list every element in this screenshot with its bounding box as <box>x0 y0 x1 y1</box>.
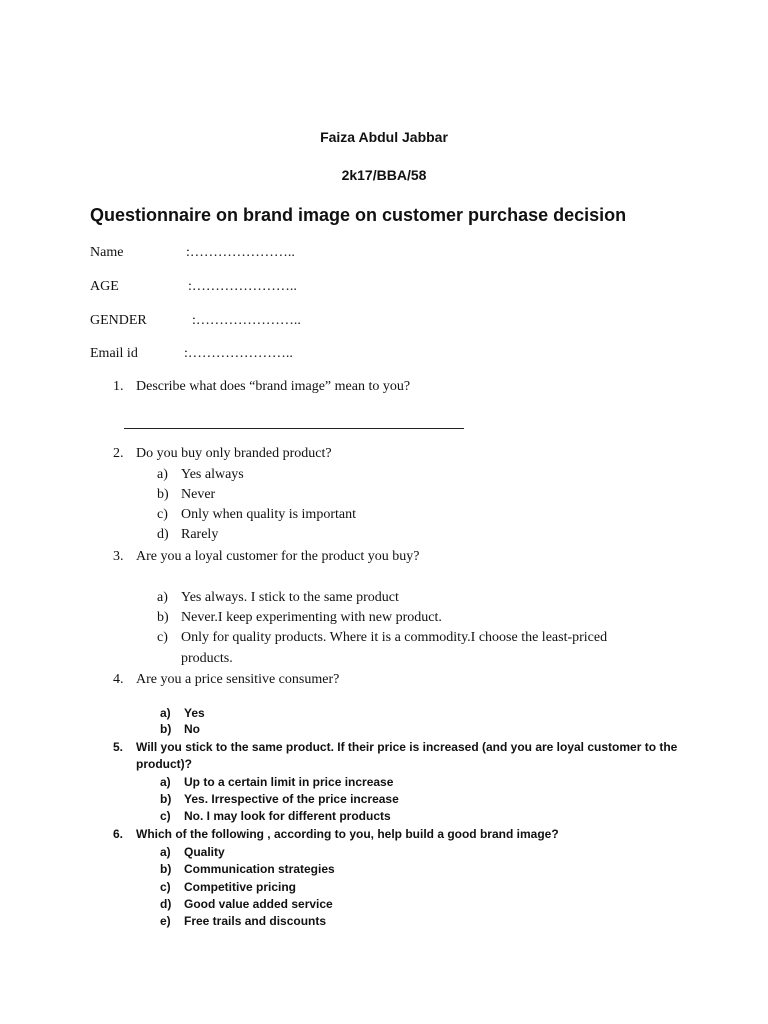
option-text: Free trails and discounts <box>184 914 327 928</box>
option-text: Yes always <box>181 467 244 482</box>
option-letter: b) <box>160 722 172 736</box>
option-text-continued: products. <box>181 651 233 666</box>
option-letter: d) <box>160 897 172 911</box>
option-letter: c) <box>160 880 171 894</box>
question-number: 4. <box>113 672 124 687</box>
option-letter: a) <box>160 775 171 789</box>
field-label-gender: GENDER <box>90 313 147 328</box>
option-letter: c) <box>157 630 168 645</box>
question-number: 2. <box>113 446 124 461</box>
option-text: Yes always. I stick to the same product <box>181 590 399 605</box>
question-text-continued: product)? <box>136 757 192 771</box>
option-letter: d) <box>157 527 169 542</box>
option-text: Quality <box>184 845 225 859</box>
field-blank-name: :………………….. <box>186 245 295 260</box>
author-name: Faiza Abdul Jabbar <box>320 129 448 145</box>
option-letter: b) <box>157 610 169 625</box>
question-text: Are you a price sensitive consumer? <box>136 672 340 687</box>
option-text: Communication strategies <box>184 862 335 876</box>
option-text: Good value added service <box>184 897 333 911</box>
option-letter: a) <box>157 590 168 605</box>
questionnaire-title: Questionnaire on brand image on customer purchase decision <box>90 205 627 225</box>
field-blank-age: :………………….. <box>188 279 297 294</box>
option-text: Yes. Irrespective of the price increase <box>184 792 399 806</box>
question-number: 6. <box>113 827 124 841</box>
question-text: Do you buy only branded product? <box>136 446 332 461</box>
field-blank-email: :………………….. <box>184 346 293 361</box>
option-text: Never.I keep experimenting with new product. <box>181 610 442 625</box>
question-text: Which of the following , according to you, help build a good brand image? <box>136 827 559 841</box>
option-text: Competitive pricing <box>184 880 297 894</box>
field-label-email: Email id <box>90 346 138 361</box>
option-letter: c) <box>160 809 171 823</box>
option-letter: a) <box>157 467 168 482</box>
option-text: Rarely <box>181 527 219 542</box>
option-text: Yes <box>184 706 205 720</box>
question-text: Will you stick to the same product. If their price is increased (and you are loyal customer to the <box>136 740 678 754</box>
option-letter: b) <box>160 862 172 876</box>
option-text: Never <box>181 487 216 502</box>
option-text: Up to a certain limit in price increase <box>184 775 394 789</box>
question-number: 3. <box>113 549 124 564</box>
option-letter: b) <box>160 792 172 806</box>
roll-number: 2k17/BBA/58 <box>341 167 427 183</box>
option-letter: e) <box>160 914 171 928</box>
answer-line <box>124 428 464 429</box>
question-number: 5. <box>113 740 124 754</box>
option-letter: a) <box>160 706 171 720</box>
option-text: Only for quality products. Where it is a commodity.I choose the least-priced <box>181 630 608 645</box>
option-letter: a) <box>160 845 171 859</box>
option-text: Only when quality is important <box>181 507 356 522</box>
field-blank-gender: :………………….. <box>192 313 301 328</box>
option-text: No <box>184 722 200 736</box>
question-number: 1. <box>113 379 124 394</box>
option-text: No. I may look for different products <box>184 809 391 823</box>
field-label-age: AGE <box>90 279 119 294</box>
question-text: Are you a loyal customer for the product you buy? <box>136 549 420 564</box>
question-text: Describe what does “brand image” mean to you? <box>136 379 411 394</box>
field-label-name: Name <box>90 245 124 260</box>
option-letter: b) <box>157 487 169 502</box>
option-letter: c) <box>157 507 168 522</box>
